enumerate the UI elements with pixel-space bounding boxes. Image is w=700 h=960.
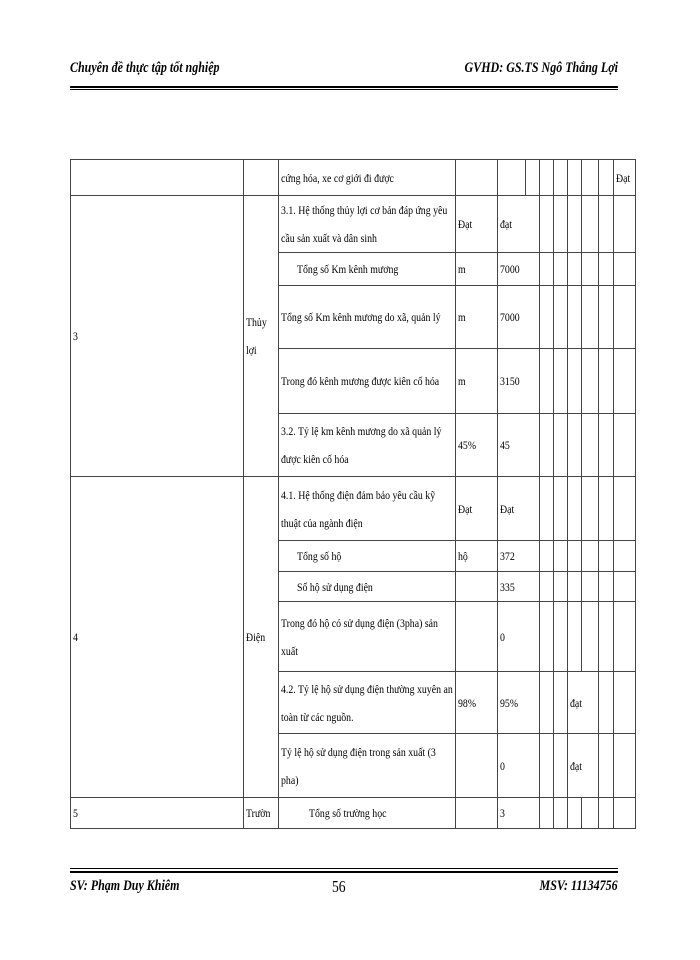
header-rule-thin (70, 89, 618, 90)
header-rule (70, 86, 618, 88)
assessment-cell: Đạt (613, 160, 635, 196)
table-row (71, 196, 636, 253)
unit-cell (455, 798, 497, 829)
desc-cell: Tổng số Km kênh mương (278, 253, 455, 286)
desc-cell: cứng hóa, xe cơ giới đi được (278, 160, 455, 196)
unit-cell (455, 734, 497, 798)
table-row (71, 798, 636, 829)
value-cell: 0 (497, 602, 539, 672)
unit-cell: m (455, 286, 497, 349)
value-cell: 3150 (497, 349, 539, 414)
value-cell: 0 (497, 734, 539, 798)
value-cell: 335 (497, 572, 539, 602)
desc-cell: Tổng số Km kênh mương do xã, quản lý (278, 286, 455, 349)
value-cell: 7000 (497, 253, 539, 286)
desc-cell: 4.2. Tỷ lệ hộ sử dụng điện thường xuyên an toàn từ các nguồn. (278, 672, 455, 734)
unit-cell (455, 602, 497, 672)
unit-cell: m (455, 349, 497, 414)
footer-student-id: MSV: 11134756 (539, 878, 618, 894)
footer-student: SV: Phạm Duy Khiêm (70, 878, 180, 894)
unit-cell: 45% (455, 414, 497, 477)
desc-cell: 3.2. Tỷ lệ km kênh mương do xã quản lý được kiên cố hóa (278, 414, 455, 477)
desc-cell: Tổng số hộ (278, 541, 455, 572)
unit-cell: Đạt (455, 477, 497, 541)
unit-cell: Đạt (455, 196, 497, 253)
value-cell: Đạt (497, 477, 539, 541)
criteria-table (70, 159, 636, 829)
desc-cell: 3.1. Hệ thống thủy lợi cơ bản đáp ứng yêu cầu sản xuất và dân sinh (278, 196, 455, 253)
value-cell: đạt (497, 196, 539, 253)
footer-rule (70, 871, 618, 873)
unit-cell: 98% (455, 672, 497, 734)
value-cell: 372 (497, 541, 539, 572)
assessment-cell: đạt (567, 672, 598, 734)
group-cell (244, 160, 279, 196)
value-cell: 7000 (497, 286, 539, 349)
group-cell: Thủy lợi (244, 196, 279, 477)
desc-cell: Tổng số trường học (278, 798, 455, 829)
unit-cell (455, 572, 497, 602)
desc-cell: 4.1. Hệ thống điện đảm bảo yêu cầu kỹ thuật của ngành điện (278, 477, 455, 541)
desc-cell: Số hộ sử dụng điện (278, 572, 455, 602)
header-advisor: GVHD: GS.TS Ngô Thắng Lợi (464, 60, 618, 76)
desc-cell: Trong đó kênh mương được kiên cố hóa (278, 349, 455, 414)
assessment-cell: đạt (567, 734, 598, 798)
group-cell: Điện (244, 477, 279, 798)
page-number: 56 (332, 877, 346, 896)
footer-rule-thin (70, 868, 618, 869)
stt-cell (71, 160, 244, 196)
stt-cell: 5 (71, 798, 244, 829)
page-header (70, 60, 618, 84)
group-cell: Trườn (244, 798, 279, 829)
value-cell: 95% (497, 672, 539, 734)
stt-cell: 3 (71, 196, 244, 477)
value-cell: 3 (497, 798, 539, 829)
table-row (71, 160, 636, 196)
value-cell: 45 (497, 414, 539, 477)
unit-cell: m (455, 253, 497, 286)
table-row (71, 477, 636, 541)
header-title: Chuyên đề thực tập tốt nghiệp (70, 60, 220, 76)
desc-cell: Trong đó hộ có sử dụng điện (3pha) sản xuất (278, 602, 455, 672)
unit-cell: hộ (455, 541, 497, 572)
stt-cell: 4 (71, 477, 244, 798)
desc-cell: Tỷ lệ hộ sử dụng điện trong sản xuất (3 pha) (278, 734, 455, 798)
